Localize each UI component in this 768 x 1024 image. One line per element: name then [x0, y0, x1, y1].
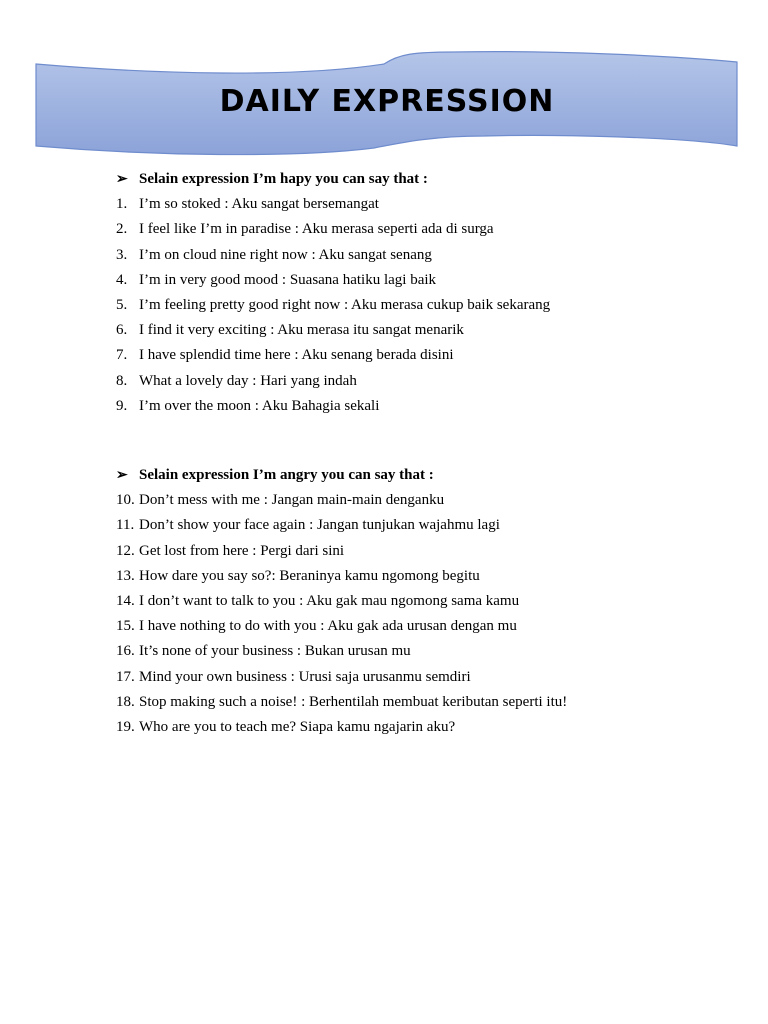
item-number: 16. [116, 643, 135, 660]
item-text: I have splendid time here : Aku senang berada disini [139, 347, 454, 364]
list-item [116, 690, 736, 715]
item-number: 6. [116, 322, 128, 339]
item-text: I’m in very good mood : Suasana hatiku lagi baik [139, 271, 437, 288]
item-text: I don’t want to talk to you : Aku gak mau ngomong sama kamu [139, 593, 520, 610]
item-number: 17. [116, 668, 135, 685]
section-heading [116, 463, 736, 488]
item-number: 15. [116, 618, 135, 635]
item-number: 11. [116, 517, 135, 534]
item-text: Don’t mess with me : Jangan main-main denganku [139, 492, 445, 509]
section-heading-text: Selain expression I’m hapy you can say that : [139, 171, 428, 188]
item-number: 12. [116, 542, 135, 559]
list-item [116, 343, 736, 368]
list-item [116, 192, 736, 217]
list-item [116, 243, 736, 268]
item-text: I find it very exciting : Aku merasa itu sangat menarik [139, 322, 464, 339]
list-item [116, 564, 736, 589]
item-number: 14. [116, 593, 135, 610]
item-text: Don’t show your face again : Jangan tunjukan wajahmu lagi [139, 517, 500, 534]
item-number: 1. [116, 196, 128, 213]
section-heading [116, 167, 736, 192]
arrow-bullet-icon: ➢ [116, 171, 128, 187]
item-text: I’m on cloud nine right now : Aku sangat senang [139, 246, 432, 263]
item-number: 8. [116, 372, 128, 389]
angry-expressions-section [116, 463, 736, 740]
item-number: 9. [116, 397, 128, 414]
item-text: Stop making such a noise! : Berhentilah membuat keributan seperti itu! [139, 693, 568, 710]
list-item [116, 268, 736, 293]
item-text: I’m feeling pretty good right now : Aku merasa cukup baik sekarang [139, 297, 551, 314]
list-item [116, 589, 736, 614]
happy-expressions-section [116, 167, 736, 419]
list-item [116, 488, 736, 513]
title-banner [34, 50, 740, 160]
list-item [116, 665, 736, 690]
list-item [116, 715, 736, 740]
item-number: 4. [116, 271, 128, 288]
item-number: 2. [116, 221, 128, 238]
item-number: 7. [116, 347, 128, 364]
item-number: 3. [116, 246, 128, 263]
list-item [116, 639, 736, 664]
item-text: It’s none of your business : Bukan urusan mu [139, 643, 411, 660]
item-text: I feel like I’m in paradise : Aku merasa seperti ada di surga [139, 221, 494, 238]
item-number: 5. [116, 297, 128, 314]
list-item [116, 318, 736, 343]
item-text: What a lovely day : Hari yang indah [139, 372, 357, 389]
angry-expressions-list [116, 488, 736, 740]
section-heading-text: Selain expression I’m angry you can say that : [139, 467, 434, 484]
item-text: I’m over the moon : Aku Bahagia sekali [139, 397, 380, 414]
list-item [116, 513, 736, 538]
item-number: 19. [116, 718, 135, 735]
item-text: How dare you say so?: Beraninya kamu ngomong begitu [139, 567, 480, 584]
list-item [116, 394, 736, 419]
happy-expressions-list [116, 192, 736, 419]
list-item [116, 293, 736, 318]
item-text: I’m so stoked : Aku sangat bersemangat [139, 196, 379, 213]
item-number: 18. [116, 693, 135, 710]
list-item [116, 614, 736, 639]
page-title: DAILY EXPRESSION [219, 84, 555, 119]
arrow-bullet-icon: ➢ [116, 467, 128, 483]
list-item [116, 539, 736, 564]
list-item [116, 217, 736, 242]
item-number: 13. [116, 567, 135, 584]
item-text: Who are you to teach me? Siapa kamu ngajarin aku? [139, 718, 456, 735]
item-text: Mind your own business : Urusi saja urusanmu semdiri [139, 668, 471, 685]
item-text: I have nothing to do with you : Aku gak ada urusan dengan mu [139, 618, 517, 635]
item-number: 10. [116, 492, 135, 509]
list-item [116, 369, 736, 394]
item-text: Get lost from here : Pergi dari sini [139, 542, 345, 559]
